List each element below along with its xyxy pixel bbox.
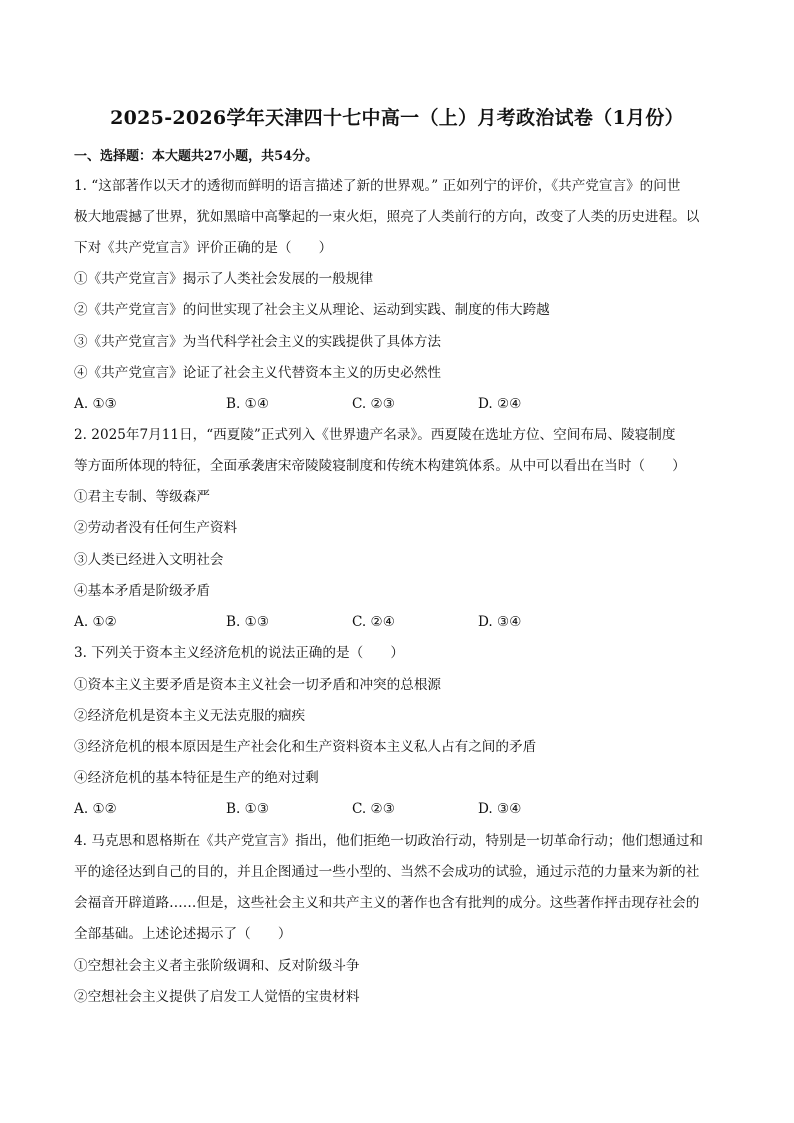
- question-3-statement: ①资本主义主要矛盾是资本主义社会一切矛盾和冲突的总根源: [74, 677, 442, 693]
- option-d[interactable]: D. ②④: [478, 396, 522, 412]
- question-3-statement: ③经济危机的根本原因是生产社会化和生产资料资本主义私人占有之间的矛盾: [74, 739, 537, 755]
- question-4-stem-line: 会福音开辟道路……但是，这些社会主义和共产主义的著作也含有批判的成分。这些著作抨击现存社会的: [74, 895, 700, 911]
- question-4-stem-line: 全部基础。上述论述揭示了（ ）: [74, 926, 292, 942]
- question-4-stem-line: 4. 马克思和恩格斯在《共产党宣言》指出，他们拒绝一切政治行动，特别是一切革命行动；他们想通过和: [74, 833, 704, 849]
- option-b[interactable]: B. ①③: [226, 614, 270, 630]
- question-2-statement: ④基本矛盾是阶级矛盾: [74, 583, 210, 599]
- question-4-statement: ②空想社会主义提供了启发工人觉悟的宝贵材料: [74, 989, 360, 1005]
- question-3-statement: ②经济危机是资本主义无法克服的痼疾: [74, 708, 306, 724]
- question-1-stem-line: 下对《共产党宣言》评价正确的是（ ）: [74, 240, 333, 256]
- page-title: 2025-2026学年天津四十七中高一（上）月考政治试卷（1月份）: [110, 107, 684, 129]
- question-3-stem-line: 3. 下列关于资本主义经济危机的说法正确的是（ ）: [74, 645, 404, 661]
- question-4-statement: ①空想社会主义者主张阶级调和、反对阶级斗争: [74, 958, 360, 974]
- option-c[interactable]: C. ②③: [352, 396, 395, 412]
- question-2-stem-line: 等方面所体现的特征，全面承袭唐宋帝陵陵寝制度和传统木构建筑体系。从中可以看出在当时（ ）: [74, 458, 686, 474]
- question-2-options: [74, 613, 734, 631]
- question-1-statement: ②《共产党宣言》的问世实现了社会主义从理论、运动到实践、制度的伟大跨越: [74, 302, 550, 318]
- question-2-statement: ③人类已经进入文明社会: [74, 552, 224, 568]
- question-1-statement: ③《共产党宣言》为当代科学社会主义的实践提供了具体方法: [74, 334, 442, 350]
- option-a[interactable]: A. ①②: [74, 614, 117, 630]
- option-a[interactable]: A. ①②: [74, 801, 117, 817]
- question-2-statement: ②劳动者没有任何生产资料: [74, 520, 238, 536]
- option-b[interactable]: B. ①③: [226, 801, 270, 817]
- question-3-statement: ④经济危机的基本特征是生产的绝对过剩: [74, 770, 319, 786]
- question-1-stem-line: 1. “这部著作以天才的透彻而鲜明的语言描述了新的世界观。” 正如列宁的评价，《共产党宣言》的问世: [74, 178, 681, 194]
- option-a[interactable]: A. ①③: [74, 396, 117, 412]
- section-heading: 一、选择题：本大题共27小题，共54分。: [74, 149, 319, 164]
- question-2-stem-line: 2. 2025年7月11日，“西夏陵”正式列入《世界遗产名录》。西夏陵在选址方位、空间布局、陵寝制度: [74, 427, 676, 443]
- question-1-statement: ④《共产党宣言》论证了社会主义代替资本主义的历史必然性: [74, 365, 442, 381]
- option-c[interactable]: C. ②④: [352, 614, 395, 630]
- question-2-statement: ①君主专制、等级森严: [74, 489, 210, 505]
- option-b[interactable]: B. ①④: [226, 396, 270, 412]
- question-4-stem-line: 平的途径达到自己的目的，并且企图通过一些小型的、当然不会成功的试验，通过示范的力量来为新的社: [74, 864, 700, 880]
- option-d[interactable]: D. ③④: [478, 614, 522, 630]
- option-c[interactable]: C. ②③: [352, 801, 395, 817]
- option-d[interactable]: D. ③④: [478, 801, 522, 817]
- question-1-stem-line: 极大地震撼了世界，犹如黑暗中高擎起的一束火炬，照亮了人类前行的方向，改变了人类的历史进程。以: [74, 209, 700, 225]
- question-1-options: [74, 395, 734, 413]
- question-1-statement: ①《共产党宣言》揭示了人类社会发展的一般规律: [74, 271, 374, 287]
- question-3-options: [74, 800, 734, 818]
